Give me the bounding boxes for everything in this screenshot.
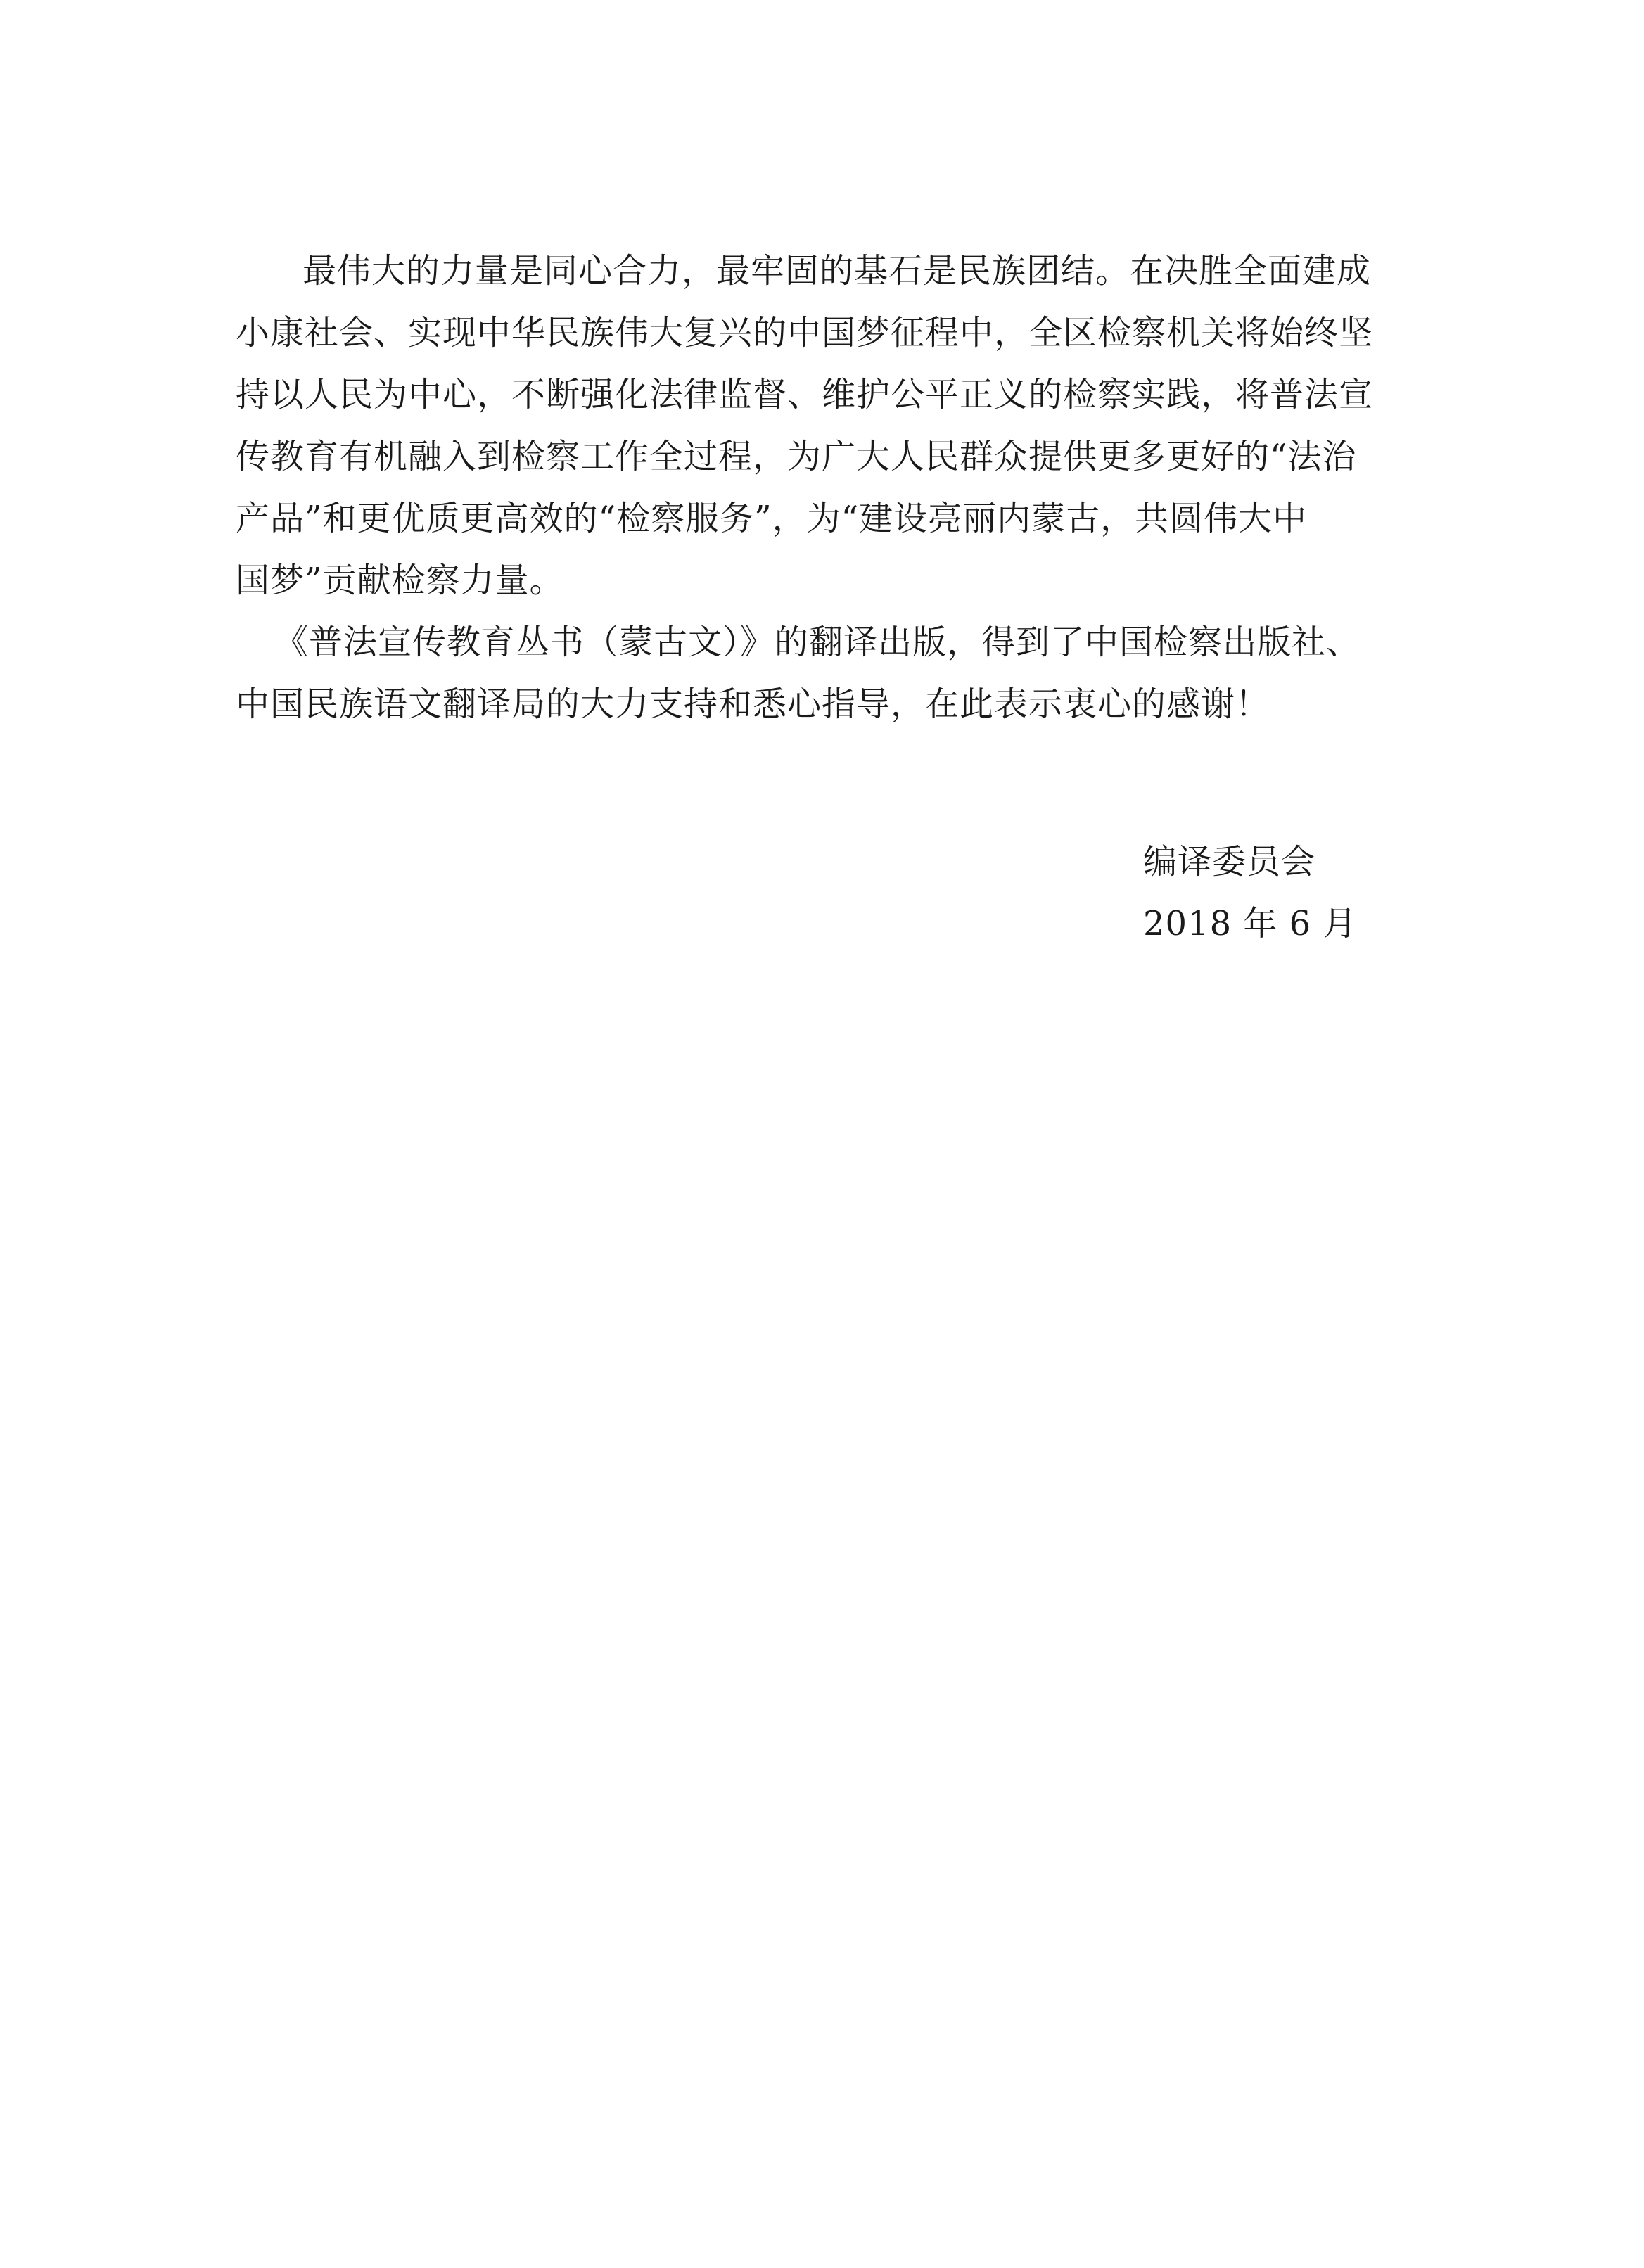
paragraph-line: 中国民族语文翻译局的大力支持和悉心指导，在此表示衷心的感谢！ bbox=[236, 684, 1270, 724]
paragraph-line: 传教育有机融入到检察工作全过程，为广大人民群众提供更多更好的“法治 bbox=[236, 437, 1357, 476]
paragraph-line: 小康社会、实现中华民族伟大复兴的中国梦征程中，全区检察机关将始终坚 bbox=[236, 313, 1374, 352]
paragraph-line: 产品”和更优质更高效的“检察服务”，为“建设亮丽内蒙古，共圆伟大中 bbox=[236, 499, 1308, 538]
paragraph-line: 国梦”贡献检察力量。 bbox=[236, 561, 564, 600]
committee-name: 编译委员会 bbox=[1143, 842, 1316, 881]
signature-date: 2018 年 6 月 bbox=[1143, 904, 1358, 943]
paragraph-line: 最伟大的力量是同心合力，最牢固的基石是民族团结。在决胜全面建成 bbox=[302, 251, 1372, 291]
paragraph-line: 《普法宣传教育丛书（蒙古文）》的翻译出版，得到了中国检察出版社、 bbox=[274, 623, 1361, 662]
paragraph-line: 持以人民为中心，不断强化法律监督、维护公平正义的检察实践，将普法宣 bbox=[236, 375, 1374, 414]
